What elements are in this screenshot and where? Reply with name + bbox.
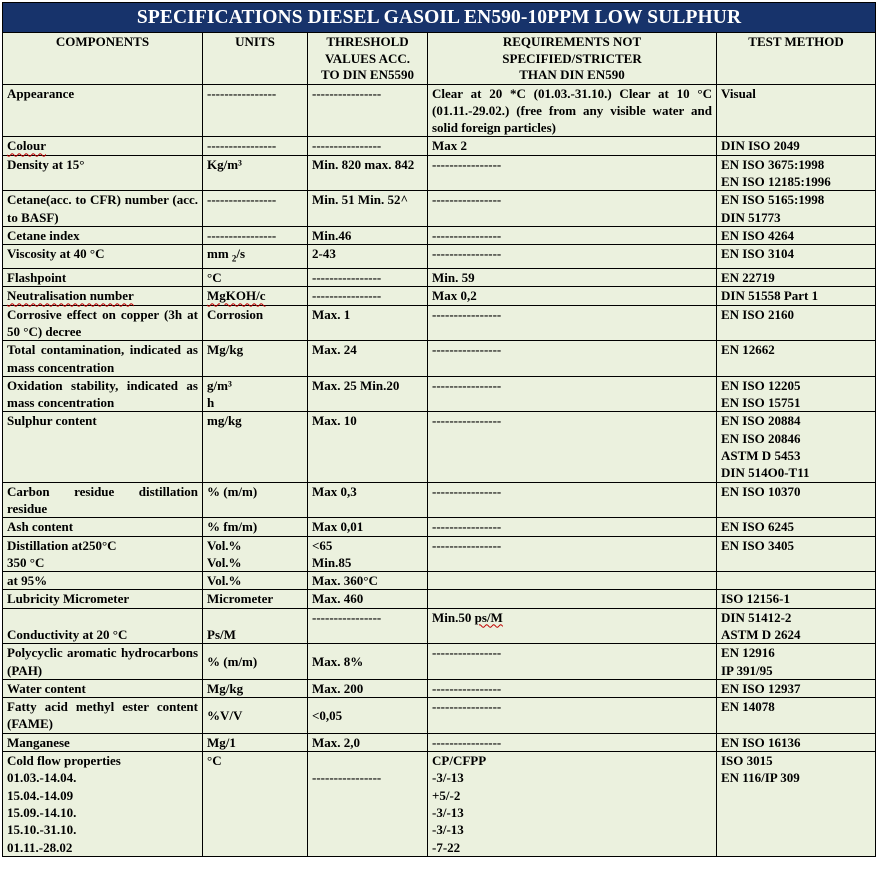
- test-cell: EN 12662: [717, 341, 876, 377]
- unit-cell: ----------------: [203, 137, 308, 155]
- requirement-cell: ----------------: [428, 226, 717, 244]
- test-cell: EN 14078: [717, 698, 876, 734]
- component-cell: Cold flow properties 01.03.-14.04. 15.04.-14.09 15.09.-14.10. 15.10.-31.10. 01.11.-28.02: [3, 752, 203, 857]
- test-cell: EN ISO 12937: [717, 679, 876, 697]
- threshold-cell: ----------------: [308, 752, 428, 857]
- requirement-cell: Max 0,2: [428, 287, 717, 305]
- component-cell: Oxidation stability, indicated as mass concentration: [3, 376, 203, 412]
- threshold-cell: <0,05: [308, 698, 428, 734]
- unit-cell: Kg/m³: [203, 155, 308, 191]
- requirement-cell: ----------------: [428, 518, 717, 536]
- unit-cell: ----------------: [203, 191, 308, 227]
- unit-cell: % fm/m): [203, 518, 308, 536]
- table-row: [3, 155, 876, 191]
- component-cell: Corrosive effect on copper (3h at 50 °C) decree: [3, 305, 203, 341]
- table-row: [3, 412, 876, 482]
- requirement-cell: Min. 59: [428, 269, 717, 287]
- requirement-cell: ----------------: [428, 679, 717, 697]
- requirement-cell: ----------------: [428, 191, 717, 227]
- unit-cell: mm $_2$/s: [203, 245, 308, 269]
- spec-sheet: [2, 2, 875, 857]
- header-units: UNITS: [203, 33, 308, 85]
- component-cell: Manganese: [3, 733, 203, 751]
- table-row: [3, 191, 876, 227]
- unit-cell: mg/kg: [203, 412, 308, 482]
- threshold-cell: Max. 8%: [308, 644, 428, 680]
- threshold-cell: ----------------: [308, 269, 428, 287]
- unit-cell: Ps/M: [203, 608, 308, 644]
- table-row: [3, 341, 876, 377]
- component-cell: at 95%: [3, 572, 203, 590]
- test-cell: DIN 51412-2 ASTM D 2624: [717, 608, 876, 644]
- test-cell: ISO 3015 EN 116/IP 309: [717, 752, 876, 857]
- header-test-method: TEST METHOD: [717, 33, 876, 85]
- component-cell: Cetane(acc. to CFR) number (acc. to BASF): [3, 191, 203, 227]
- requirement-cell: ----------------: [428, 245, 717, 269]
- requirement-cell: Min.50 ps/M: [428, 608, 717, 644]
- threshold-cell: Max. 10: [308, 412, 428, 482]
- threshold-cell: Max. 24: [308, 341, 428, 377]
- component-cell: Ash content: [3, 518, 203, 536]
- requirement-cell: [428, 590, 717, 608]
- threshold-cell: ----------------: [308, 608, 428, 644]
- test-cell: EN ISO 6245: [717, 518, 876, 536]
- unit-cell: Vol.% Vol.%: [203, 536, 308, 572]
- unit-cell: % (m/m): [203, 644, 308, 680]
- unit-cell: MgKOH/c: [203, 287, 308, 305]
- requirement-cell: ----------------: [428, 644, 717, 680]
- test-cell: ISO 12156-1: [717, 590, 876, 608]
- requirement-cell: ----------------: [428, 341, 717, 377]
- requirement-cell: CP/CFPP -3/-13 +5/-2 -3/-13 -3/-13 -7-22: [428, 752, 717, 857]
- table-row: [3, 733, 876, 751]
- threshold-cell: 2-43: [308, 245, 428, 269]
- test-cell: [717, 572, 876, 590]
- unit-cell: Mg/kg: [203, 341, 308, 377]
- threshold-cell: Min. 820 max. 842: [308, 155, 428, 191]
- component-cell: Sulphur content: [3, 412, 203, 482]
- requirement-cell: ----------------: [428, 305, 717, 341]
- component-cell: Water content: [3, 679, 203, 697]
- test-cell: EN ISO 3405: [717, 536, 876, 572]
- component-cell: Polycyclic aromatic hydrocarbons (PAH): [3, 644, 203, 680]
- header-threshold: THRESHOLD VALUES ACC. TO DIN EN5590: [308, 33, 428, 85]
- threshold-cell: Min.46: [308, 226, 428, 244]
- test-cell: EN 12916 IP 391/95: [717, 644, 876, 680]
- requirement-cell: [428, 572, 717, 590]
- table-row: [3, 269, 876, 287]
- unit-cell: Mg/kg: [203, 679, 308, 697]
- table-row: [3, 608, 876, 644]
- test-cell: EN ISO 10370: [717, 482, 876, 518]
- table-row: [3, 590, 876, 608]
- component-cell: Lubricity Micrometer: [3, 590, 203, 608]
- table-row: [3, 305, 876, 341]
- table-row: [3, 536, 876, 572]
- threshold-cell: Max. 460: [308, 590, 428, 608]
- threshold-cell: <65 Min.85: [308, 536, 428, 572]
- requirement-cell: ----------------: [428, 155, 717, 191]
- requirement-cell: Clear at 20 *C (01.03.-31.10.) Clear at 10 °C (01.11.-29.02.) (free from any visible water and solid foreign particles): [428, 84, 717, 137]
- component-cell: Appearance: [3, 84, 203, 137]
- threshold-cell: ----------------: [308, 137, 428, 155]
- table-row: [3, 572, 876, 590]
- table-row: [3, 84, 876, 137]
- test-cell: EN ISO 3675:1998 EN ISO 12185:1996: [717, 155, 876, 191]
- component-cell: Carbon residue distillation residue: [3, 482, 203, 518]
- component-cell: Neutralisation number: [3, 287, 203, 305]
- test-cell: EN ISO 3104: [717, 245, 876, 269]
- table-row: [3, 245, 876, 269]
- unit-cell: °C: [203, 752, 308, 857]
- requirement-cell: ----------------: [428, 412, 717, 482]
- threshold-cell: Max. 1: [308, 305, 428, 341]
- component-cell: Distillation at250°C 350 °C: [3, 536, 203, 572]
- threshold-cell: Max 0,3: [308, 482, 428, 518]
- threshold-cell: Min. 51 Min. 52^: [308, 191, 428, 227]
- component-cell: Fatty acid methyl ester content (FAME): [3, 698, 203, 734]
- threshold-cell: ----------------: [308, 287, 428, 305]
- threshold-cell: Max 0,01: [308, 518, 428, 536]
- test-cell: EN ISO 4264: [717, 226, 876, 244]
- test-cell: DIN 51558 Part 1: [717, 287, 876, 305]
- unit-cell: %V/V: [203, 698, 308, 734]
- table-row: [3, 226, 876, 244]
- test-cell: EN ISO 2160: [717, 305, 876, 341]
- test-cell: EN ISO 16136: [717, 733, 876, 751]
- requirement-cell: ----------------: [428, 536, 717, 572]
- table-row: [3, 752, 876, 857]
- test-cell: EN ISO 5165:1998 DIN 51773: [717, 191, 876, 227]
- test-cell: EN ISO 20884 EN ISO 20846 ASTM D 5453 DIN 514O0-T11: [717, 412, 876, 482]
- unit-cell: Corrosion: [203, 305, 308, 341]
- test-cell: EN ISO 12205 EN ISO 15751: [717, 376, 876, 412]
- table-row: [3, 644, 876, 680]
- test-cell: Visual: [717, 84, 876, 137]
- component-cell: Conductivity at 20 °C: [3, 608, 203, 644]
- threshold-cell: ----------------: [308, 84, 428, 137]
- table-row: [3, 518, 876, 536]
- table-row: [3, 698, 876, 734]
- threshold-cell: Max. 200: [308, 679, 428, 697]
- header-components: COMPONENTS: [3, 33, 203, 85]
- requirement-cell: ----------------: [428, 376, 717, 412]
- threshold-cell: Max. 2,0: [308, 733, 428, 751]
- unit-cell: Vol.%: [203, 572, 308, 590]
- table-row: [3, 137, 876, 155]
- component-cell: Flashpoint: [3, 269, 203, 287]
- table-title: SPECIFICATIONS DIESEL GASOIL EN590-10PPM LOW SULPHUR: [3, 3, 876, 33]
- spec-table: [2, 2, 876, 857]
- threshold-cell: Max. 25 Min.20: [308, 376, 428, 412]
- component-cell: Cetane index: [3, 226, 203, 244]
- unit-cell: Mg/1: [203, 733, 308, 751]
- requirement-cell: ----------------: [428, 733, 717, 751]
- header-requirements: REQUIREMENTS NOT SPECIFIED/STRICTER THAN DIN EN590: [428, 33, 717, 85]
- component-cell: Density at 15°: [3, 155, 203, 191]
- component-cell: Total contamination, indicated as mass concentration: [3, 341, 203, 377]
- table-row: [3, 376, 876, 412]
- unit-cell: % (m/m): [203, 482, 308, 518]
- unit-cell: °C: [203, 269, 308, 287]
- test-cell: EN 22719: [717, 269, 876, 287]
- unit-cell: ----------------: [203, 226, 308, 244]
- threshold-cell: Max. 360°C: [308, 572, 428, 590]
- table-row: [3, 287, 876, 305]
- unit-cell: ----------------: [203, 84, 308, 137]
- test-cell: DIN ISO 2049: [717, 137, 876, 155]
- component-cell: Viscosity at 40 °C: [3, 245, 203, 269]
- unit-cell: Micrometer: [203, 590, 308, 608]
- requirement-cell: ----------------: [428, 698, 717, 734]
- requirement-cell: ----------------: [428, 482, 717, 518]
- requirement-cell: Max 2: [428, 137, 717, 155]
- header-row: [3, 33, 876, 85]
- table-row: [3, 679, 876, 697]
- unit-cell: g/m³ h: [203, 376, 308, 412]
- table-row: [3, 482, 876, 518]
- component-cell: Colour: [3, 137, 203, 155]
